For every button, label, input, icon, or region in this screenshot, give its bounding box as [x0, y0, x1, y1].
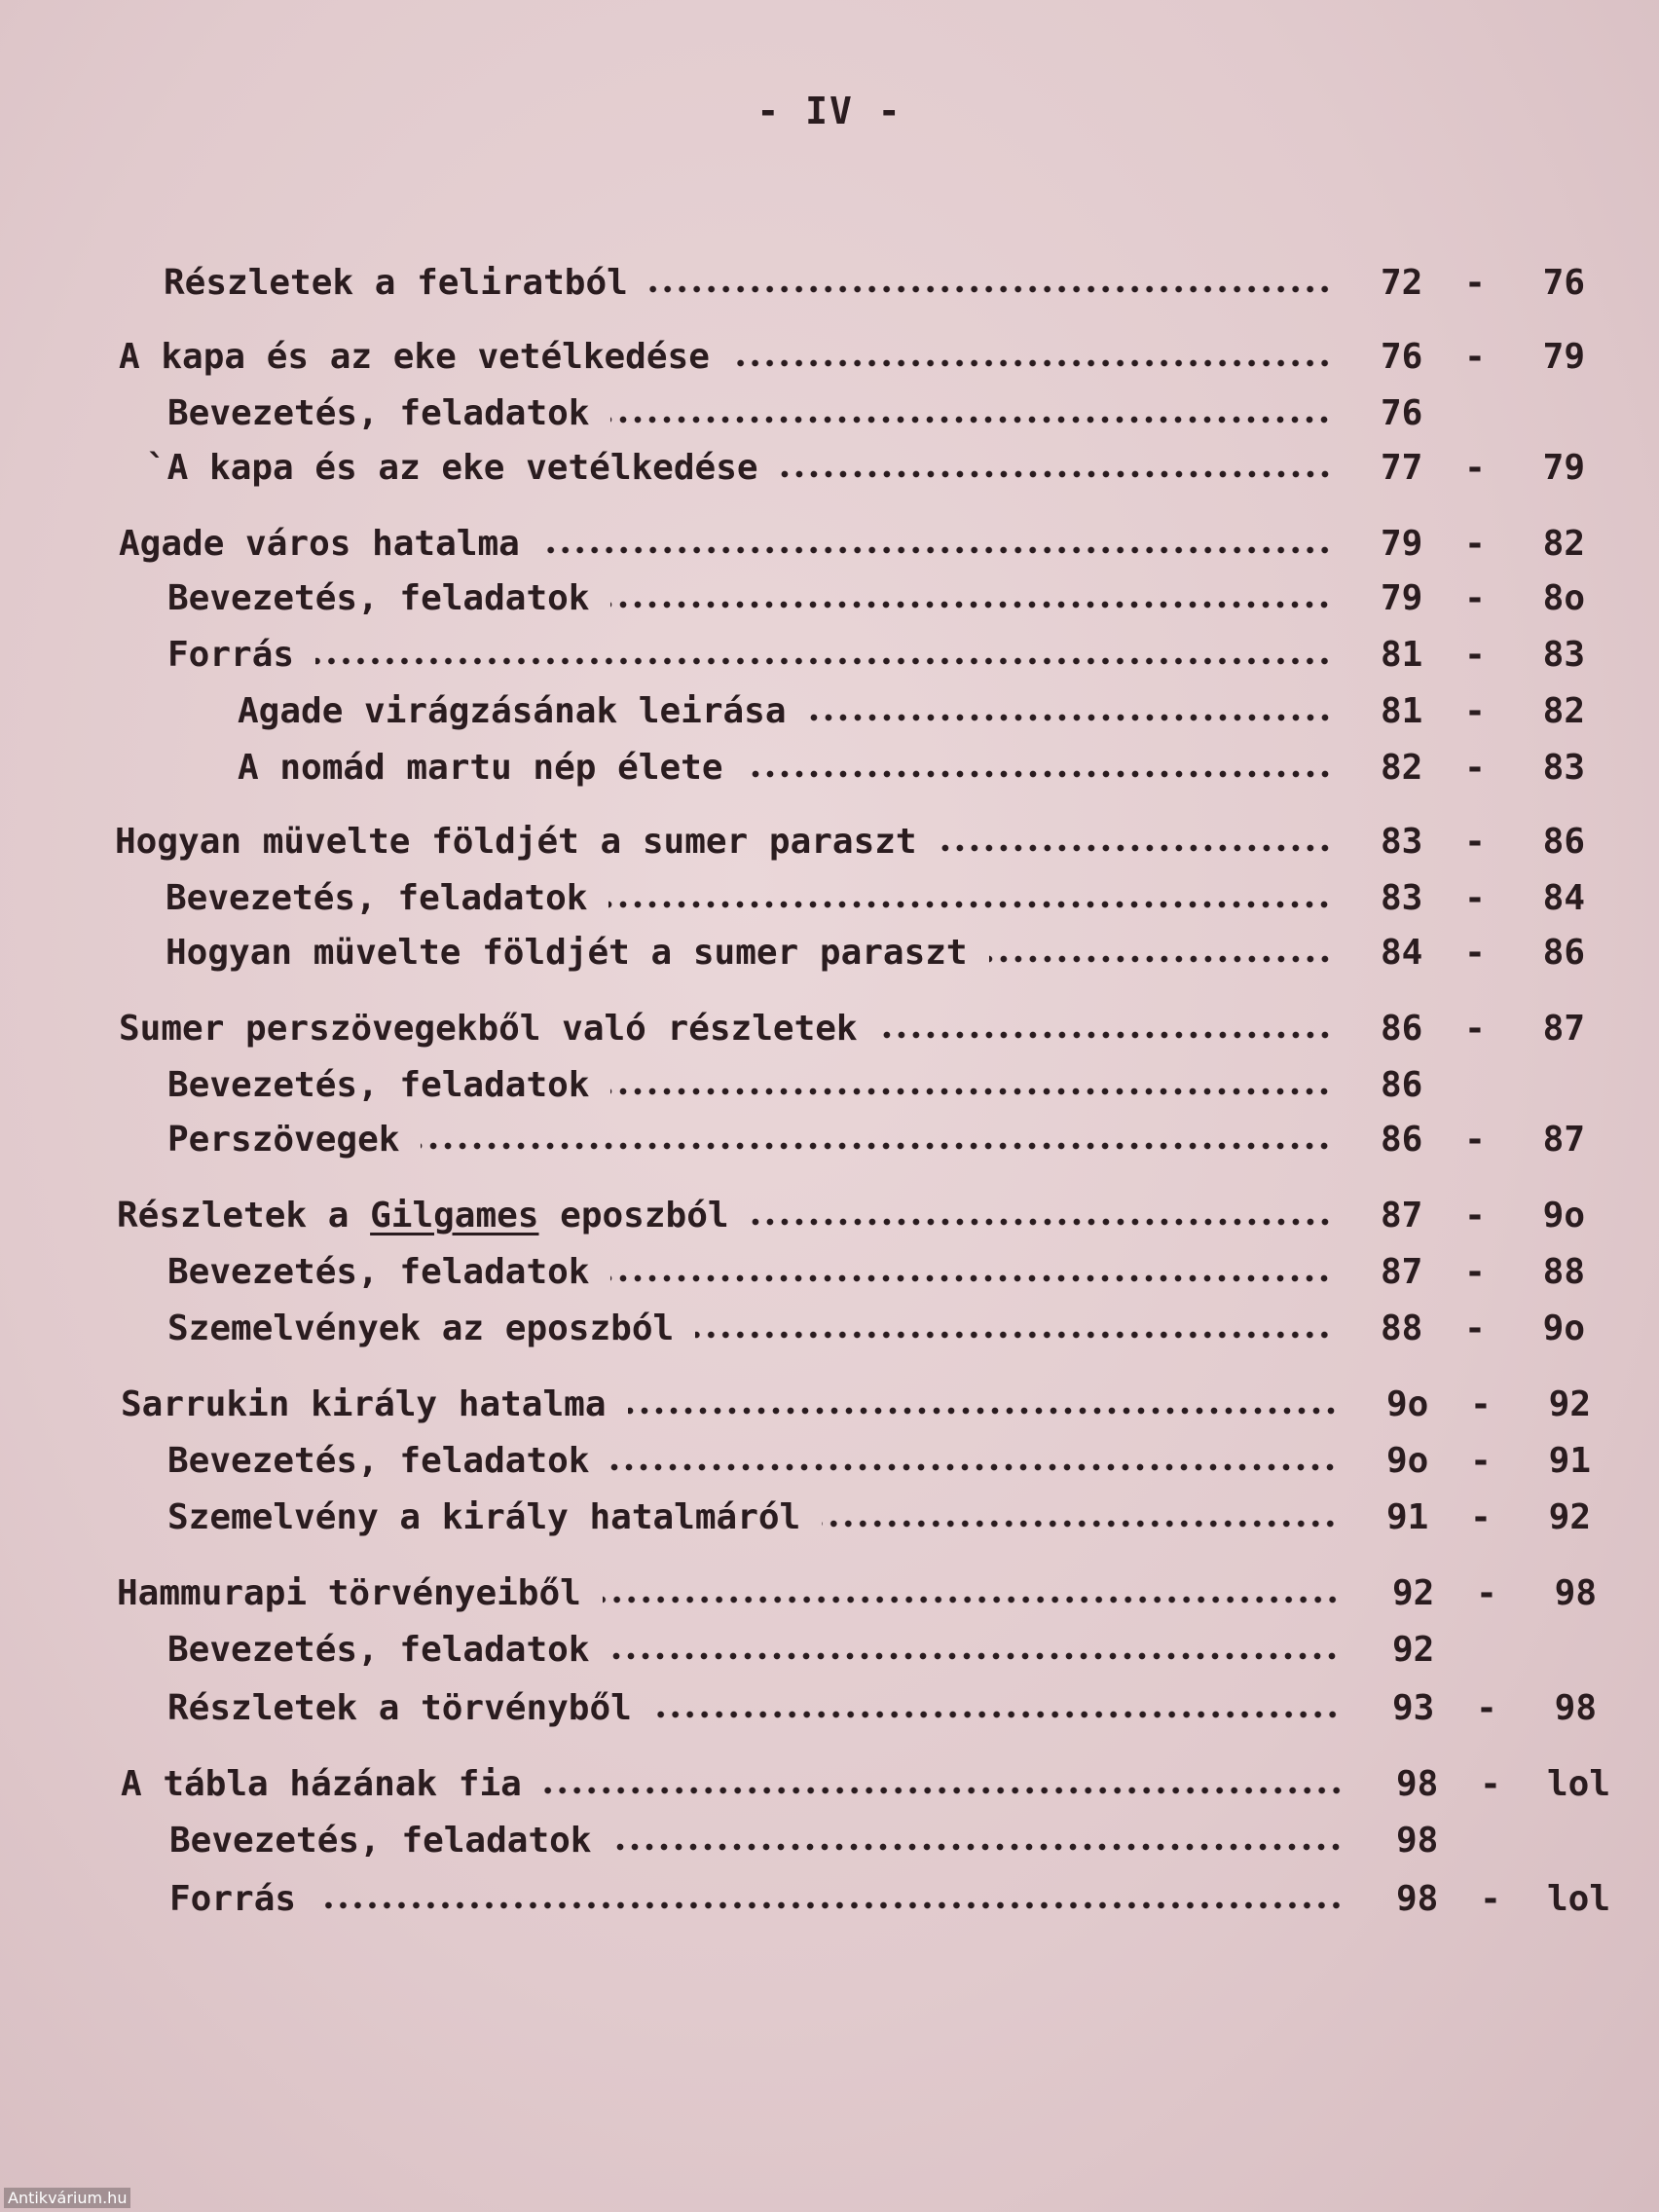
page-dash: -: [1464, 262, 1486, 303]
page-dash: -: [1464, 1008, 1486, 1049]
page-to: 98: [1554, 1687, 1597, 1728]
page-from: 86: [1381, 1064, 1423, 1105]
toc-entry-title: Részletek a feliratból: [164, 262, 628, 303]
page-from: 83: [1381, 877, 1423, 918]
dot-leader: [541, 546, 1332, 554]
dot-leader: [612, 1843, 1344, 1851]
toc-entry-title: `A kapa és az eke vetélkedése: [146, 447, 758, 488]
page-to: 9o: [1542, 1308, 1585, 1348]
toc-entry: [167, 1305, 1332, 1351]
page-from: 98: [1396, 1763, 1439, 1804]
toc-entry: [167, 1493, 1338, 1540]
dot-leader: [610, 1088, 1332, 1095]
page-from: 79: [1381, 523, 1423, 564]
toc-entry-title: Szemelvények az eposzból: [167, 1308, 675, 1348]
dot-leader: [421, 1142, 1332, 1150]
toc-entry: [166, 874, 1332, 921]
toc-entry-title: Hogyan müvelte földjét a sumer paraszt: [166, 932, 968, 973]
dot-leader: [649, 285, 1332, 293]
toc-entry-title: Bevezetés, feladatok: [167, 1064, 590, 1105]
dot-leader: [939, 844, 1332, 852]
toc-entry: [169, 1875, 1344, 1922]
page-dash: -: [1470, 1496, 1492, 1537]
page-to: 83: [1542, 634, 1585, 675]
toc-entry: [238, 687, 1332, 734]
toc-entry-title: Szemelvény a király hatalmáról: [167, 1496, 801, 1537]
page-from: 86: [1381, 1119, 1423, 1160]
page-to: 82: [1542, 690, 1585, 731]
page-dash: -: [1464, 336, 1486, 377]
toc-entry: [167, 1061, 1332, 1108]
toc-entry: [115, 818, 1332, 865]
toc-entry: [119, 333, 1332, 380]
toc-entry: [164, 259, 1332, 306]
page-dash: -: [1464, 1119, 1486, 1160]
page-dash: -: [1464, 1308, 1486, 1348]
page-from: 92: [1392, 1629, 1435, 1670]
dot-leader: [808, 714, 1332, 721]
page-from: 84: [1381, 932, 1423, 973]
toc-entry-title: A nomád martu nép élete: [238, 747, 723, 788]
toc-entry: [167, 1116, 1332, 1162]
page-to: 87: [1542, 1008, 1585, 1049]
title-part: eposzból: [538, 1195, 729, 1235]
dot-leader: [745, 770, 1333, 778]
toc-entry-title: Agade város hatalma: [119, 523, 520, 564]
page-to: 86: [1542, 821, 1585, 862]
toc-entry: [167, 1437, 1338, 1484]
page-dash: -: [1464, 523, 1486, 564]
page-from: 77: [1381, 447, 1423, 488]
dot-leader: [822, 1520, 1338, 1528]
toc-entry-title: Perszövegek: [167, 1119, 400, 1160]
page-dash: -: [1464, 1195, 1486, 1235]
page-to: 88: [1542, 1251, 1585, 1292]
page-from: 92: [1392, 1572, 1435, 1613]
dot-leader: [731, 359, 1332, 367]
page-dash: -: [1476, 1572, 1497, 1613]
toc-entry-title: Hogyan müvelte földjét a sumer paraszt: [115, 821, 917, 862]
dot-leader: [608, 901, 1332, 908]
page-dash: -: [1464, 634, 1486, 675]
page-dash: -: [1464, 447, 1486, 488]
toc-entry: [146, 444, 1332, 491]
page-from: 72: [1381, 262, 1423, 303]
toc-entry-title: Hammurapi törvényeiből: [117, 1572, 581, 1613]
toc-entry: [238, 744, 1332, 791]
title-part: Részletek a: [117, 1195, 371, 1235]
toc-entry-title: Részletek a törvényből: [167, 1687, 632, 1728]
page-to: 92: [1548, 1496, 1591, 1537]
dot-leader: [610, 1652, 1340, 1660]
page-from: 9o: [1386, 1440, 1429, 1481]
toc-entry: [169, 1817, 1344, 1863]
toc-entry: [167, 1248, 1332, 1295]
dot-leader: [610, 601, 1332, 608]
page-dash: -: [1464, 821, 1486, 862]
dot-leader: [543, 1787, 1344, 1794]
page-to: 84: [1542, 877, 1585, 918]
page-to: 9o: [1542, 1195, 1585, 1235]
page-from: 87: [1381, 1195, 1423, 1235]
page-dash: -: [1464, 690, 1486, 731]
toc-entry: [119, 520, 1332, 567]
page-to: 98: [1554, 1572, 1597, 1613]
toc-entry: [117, 1569, 1340, 1616]
title-underlined-part: Gilgames: [370, 1195, 539, 1235]
page-to: lol: [1546, 1763, 1610, 1804]
toc-entry-title: Bevezetés, feladatok: [167, 577, 590, 618]
page-to: 86: [1542, 932, 1585, 973]
page-from: 93: [1392, 1687, 1435, 1728]
toc-entry: [121, 1760, 1344, 1807]
toc-entry-title: [117, 1196, 751, 1235]
page-dash: -: [1464, 577, 1486, 618]
toc-entry-title: Forrás: [169, 1878, 297, 1919]
toc-entry-title: A kapa és az eke vetélkedése: [119, 336, 710, 377]
page-number: - IV -: [756, 90, 903, 132]
toc-entry: [167, 574, 1332, 621]
dot-leader: [628, 1407, 1339, 1415]
page-from: 83: [1381, 821, 1423, 862]
dot-leader: [603, 1596, 1340, 1604]
toc-entry-title: Forrás: [167, 634, 295, 675]
toc-entry-title: Sumer perszövegekből való részletek: [119, 1008, 858, 1049]
toc-entry-title: Bevezetés, feladatok: [167, 392, 590, 433]
page-from: 76: [1381, 336, 1423, 377]
dot-leader: [653, 1711, 1340, 1718]
toc-entry: [119, 1005, 1332, 1051]
page-to: 79: [1542, 336, 1585, 377]
page-dash: -: [1470, 1440, 1492, 1481]
page-to: 92: [1548, 1383, 1591, 1424]
page-to: lol: [1546, 1878, 1610, 1919]
page-dash: -: [1480, 1878, 1501, 1919]
toc-entry: [167, 389, 1332, 436]
page-to: 79: [1542, 447, 1585, 488]
page-to: 76: [1542, 262, 1585, 303]
watermark: Antikvárium.hu: [4, 2188, 130, 2208]
toc-entry-title: Bevezetés, feladatok: [167, 1629, 590, 1670]
dot-leader: [989, 955, 1332, 963]
page-dash: -: [1464, 1251, 1486, 1292]
page-to: 91: [1548, 1440, 1591, 1481]
page-from: 87: [1381, 1251, 1423, 1292]
dot-leader: [780, 470, 1332, 478]
page-from: 81: [1381, 690, 1423, 731]
toc-entry-title: Bevezetés, feladatok: [166, 877, 588, 918]
toc-entry-title: A tábla házának fia: [121, 1763, 522, 1804]
dot-leader: [315, 657, 1332, 665]
page-to: 82: [1542, 523, 1585, 564]
page-dash: -: [1480, 1763, 1501, 1804]
page-from: 98: [1396, 1878, 1439, 1919]
page-from: 86: [1381, 1008, 1423, 1049]
page-from: 98: [1396, 1820, 1439, 1861]
page-to: 83: [1542, 747, 1585, 788]
dot-leader: [879, 1031, 1332, 1039]
dot-leader: [695, 1331, 1332, 1339]
page-from: 76: [1381, 392, 1423, 433]
page-from: 91: [1386, 1496, 1429, 1537]
page-from: 79: [1381, 577, 1423, 618]
toc-entry-title: Sarrukin király hatalma: [121, 1383, 607, 1424]
toc-entry: [167, 1626, 1340, 1673]
toc-entry-title: Bevezetés, feladatok: [167, 1440, 590, 1481]
dot-leader: [610, 1274, 1332, 1282]
page-from: 81: [1381, 634, 1423, 675]
page-to: 87: [1542, 1119, 1585, 1160]
dot-leader: [610, 1463, 1338, 1471]
page-dash: -: [1464, 747, 1486, 788]
page-from: 88: [1381, 1308, 1423, 1348]
toc-entry: [117, 1192, 1332, 1238]
page-dash: -: [1464, 877, 1486, 918]
page-from: 9o: [1386, 1383, 1429, 1424]
dot-leader: [751, 1218, 1332, 1226]
dot-leader: [610, 416, 1332, 424]
page-dash: -: [1476, 1687, 1497, 1728]
page-from: 82: [1381, 747, 1423, 788]
toc-entry-title: Bevezetés, feladatok: [169, 1820, 592, 1861]
toc-entry: [166, 929, 1332, 976]
dot-leader: [317, 1901, 1344, 1909]
toc-entry-title: Agade virágzásának leirása: [238, 690, 787, 731]
toc-entry-title: Bevezetés, feladatok: [167, 1251, 590, 1292]
page-dash: -: [1464, 932, 1486, 973]
page-to: 8o: [1542, 577, 1585, 618]
toc-entry: [167, 1684, 1340, 1731]
page-dash: -: [1470, 1383, 1492, 1424]
toc-entry: [121, 1381, 1338, 1427]
toc-entry: [167, 631, 1332, 678]
